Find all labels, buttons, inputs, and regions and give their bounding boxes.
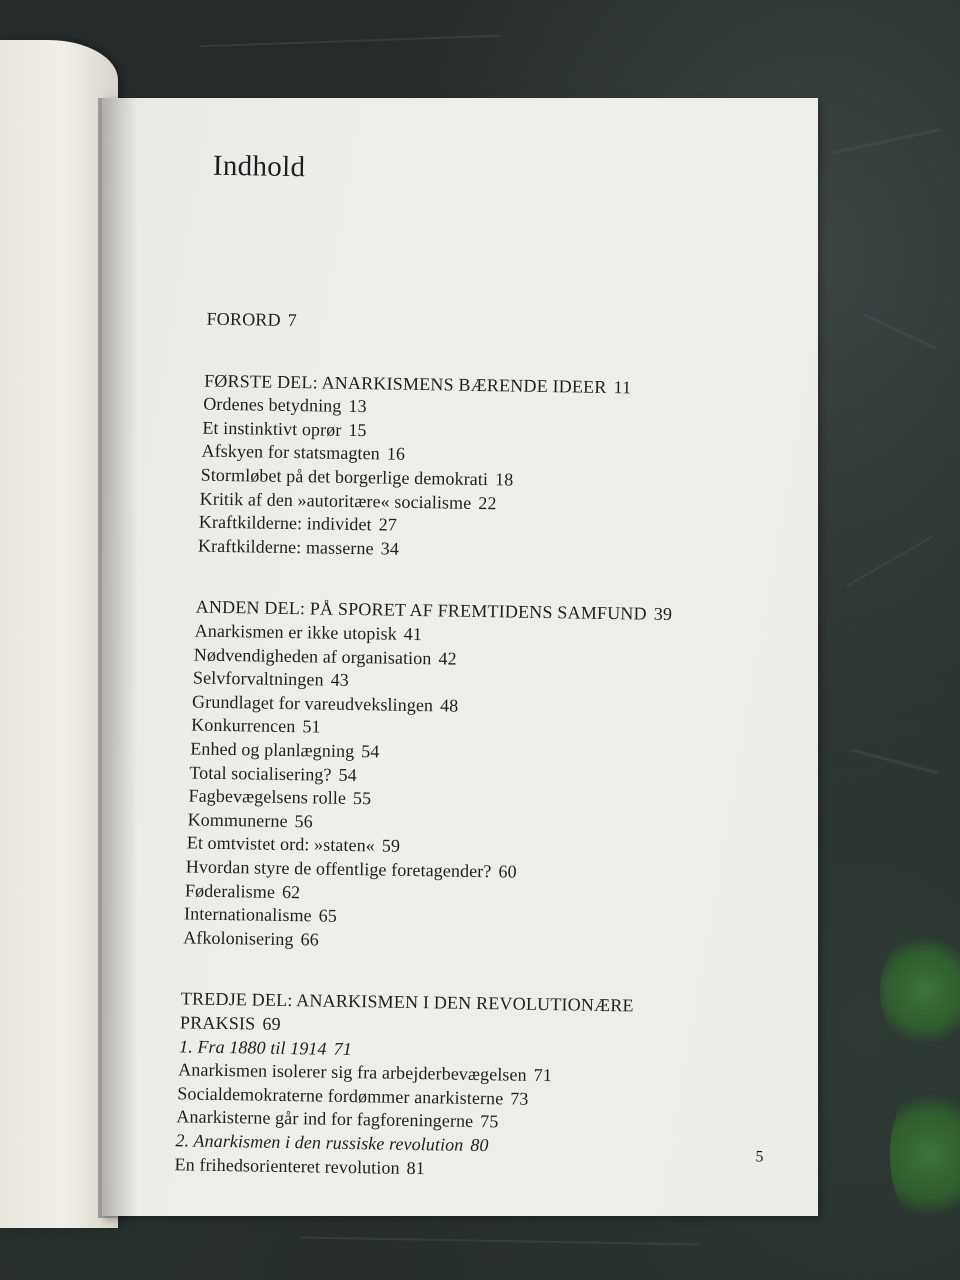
surface-texture [200, 35, 500, 47]
toc-entry-title: Føderalisme [184, 879, 276, 902]
toc-entry [201, 464, 514, 491]
toc-entry-title: Afskyen for statsmagten [201, 440, 380, 464]
toc-page-number: 13 [348, 396, 367, 417]
toc-entry-title: Hvordan styre de offentlige foretagender? [185, 856, 492, 882]
toc-page-number: 16 [386, 443, 406, 465]
toc-entry-title: FORORD [206, 308, 281, 330]
toc-entry-title: 1. Fra 1880 til 1914 [178, 1035, 327, 1059]
toc-entry-title: Internationalisme [183, 903, 312, 926]
toc-part-heading [206, 308, 297, 331]
toc-entry [176, 1106, 498, 1133]
toc-entry [183, 926, 319, 950]
toc-entry [188, 785, 371, 810]
toc-entry [203, 393, 367, 418]
toc-page-number: 80 [470, 1134, 489, 1156]
toc-entry [193, 667, 349, 691]
toc-page-number: 51 [302, 716, 321, 737]
toc-entry [200, 487, 497, 514]
toc-entry [191, 714, 321, 738]
surface-texture [831, 129, 939, 155]
toc-page-number: 54 [338, 764, 357, 785]
toc-entry [177, 1082, 528, 1110]
surface-texture [851, 748, 939, 774]
toc-entry [190, 737, 380, 762]
toc-entry-title: Kommunerne [187, 809, 288, 831]
toc-subsection [179, 1035, 352, 1060]
book-page [102, 98, 818, 1216]
toc-entry-title: Konkurrencen [191, 714, 296, 737]
toc-page-number: 56 [294, 810, 314, 832]
surface-texture [846, 535, 934, 587]
toc-page-number: 18 [494, 469, 514, 490]
toc-entry [195, 620, 423, 646]
toc-entry [189, 761, 357, 786]
toc-page-number: 43 [330, 669, 350, 691]
toc-entry-title: En frihedsorienteret revolution [174, 1153, 400, 1178]
toc-page-number: 42 [438, 647, 457, 669]
toc-entry [188, 808, 314, 832]
toc-entry-title: Kritik af den »autoritære« socialisme [199, 488, 472, 513]
toc-entry-title: FØRSTE DEL: ANARKISMENS BÆRENDE IDEER [204, 370, 607, 397]
toc-page-number: 34 [380, 538, 400, 559]
surface-texture [300, 1237, 700, 1246]
toc-page-number: 55 [352, 788, 372, 809]
toc-page-number: 69 [262, 1013, 281, 1034]
toc-entry-title: Anarkismen isolerer sig fra arbejderbevægelsen [178, 1059, 527, 1085]
toc-entry-title: Enhed og planlægning [190, 738, 355, 762]
toc-page-number: 71 [533, 1065, 553, 1086]
toc-entry [194, 643, 457, 669]
toc-entry-title: PRAKSIS [179, 1012, 256, 1034]
page-title: Indhold [212, 149, 306, 184]
toc-subsection [175, 1129, 488, 1156]
toc-entry [201, 440, 405, 465]
table-of-contents [84, 98, 817, 1227]
toc-entry-title: Kraftkilderne: masserne [197, 535, 374, 559]
toc-entry-title: 2. Anarkismen i den russiske revolution [175, 1130, 464, 1155]
toc-entry [192, 690, 459, 716]
toc-page-number: 27 [378, 514, 398, 535]
toc-page-number: 66 [300, 929, 319, 950]
toc-page-number: 11 [613, 376, 632, 397]
toc-entry [174, 1153, 425, 1179]
toc-entry-title: Nødvendigheden af organisation [193, 644, 432, 668]
toc-entry-title: Afkolonisering [183, 927, 294, 949]
toc-entry-title: Anarkismen er ikke utopisk [194, 620, 397, 644]
toc-entry-title: Socialdemokraterne fordømmer anarkisterne [177, 1083, 504, 1109]
paint-splash [890, 1080, 960, 1230]
toc-page-number: 81 [406, 1157, 426, 1178]
toc-entry [185, 879, 301, 903]
toc-part-heading [180, 1011, 281, 1035]
toc-entry-title: Selvforvaltningen [192, 667, 324, 690]
toc-entry-title: Total socialisering? [189, 762, 332, 785]
toc-page-number: 22 [478, 492, 497, 513]
page-number: 5 [755, 1148, 764, 1166]
toc-page-number: 75 [480, 1111, 499, 1132]
toc-entry [198, 534, 399, 559]
toc-page-number: 15 [348, 419, 367, 440]
toc-page-number: 62 [281, 881, 301, 902]
toc-page-number: 48 [439, 695, 459, 716]
toc-page-number: 71 [333, 1038, 352, 1059]
toc-page-number: 7 [287, 309, 298, 331]
toc-entry [199, 511, 397, 536]
surface-texture [863, 313, 937, 350]
toc-page-number: 39 [653, 604, 673, 625]
toc-entry-title: ANDEN DEL: PÅ SPORET AF FREMTIDENS SAMFUND [195, 596, 647, 625]
toc-page-number: 59 [381, 835, 401, 857]
toc-entry-title: Stormløbet på det borgerlige demokrati [200, 464, 489, 490]
toc-entry-title: TREDJE DEL: ANARKISMEN I DEN REVOLUTIONÆRE [180, 988, 634, 1016]
toc-entry [184, 903, 337, 927]
toc-page-number: 65 [318, 905, 338, 926]
toc-entry-title: Anarkisterne går ind for fagforeningerne [176, 1106, 474, 1132]
toc-entry [186, 855, 517, 882]
paint-splash [880, 930, 960, 1050]
toc-entry-title: Fagbevægelsens rolle [188, 785, 347, 809]
toc-page-number: 54 [361, 741, 380, 762]
toc-entry-title: Et omtvistet ord: »staten« [186, 832, 376, 856]
toc-entry-title: Kraftkilderne: individet [198, 511, 372, 535]
toc-page-number: 41 [403, 623, 423, 645]
toc-page-number: 60 [498, 861, 517, 882]
toc-entry-title: Grundlaget for vareudvekslingen [191, 691, 434, 716]
toc-entry [202, 416, 367, 441]
toc-entry-title: Ordenes betydning [203, 393, 342, 416]
toc-entry [187, 832, 401, 857]
toc-entry-title: Et instinktivt oprør [202, 417, 342, 440]
toc-page-number: 73 [510, 1088, 529, 1109]
